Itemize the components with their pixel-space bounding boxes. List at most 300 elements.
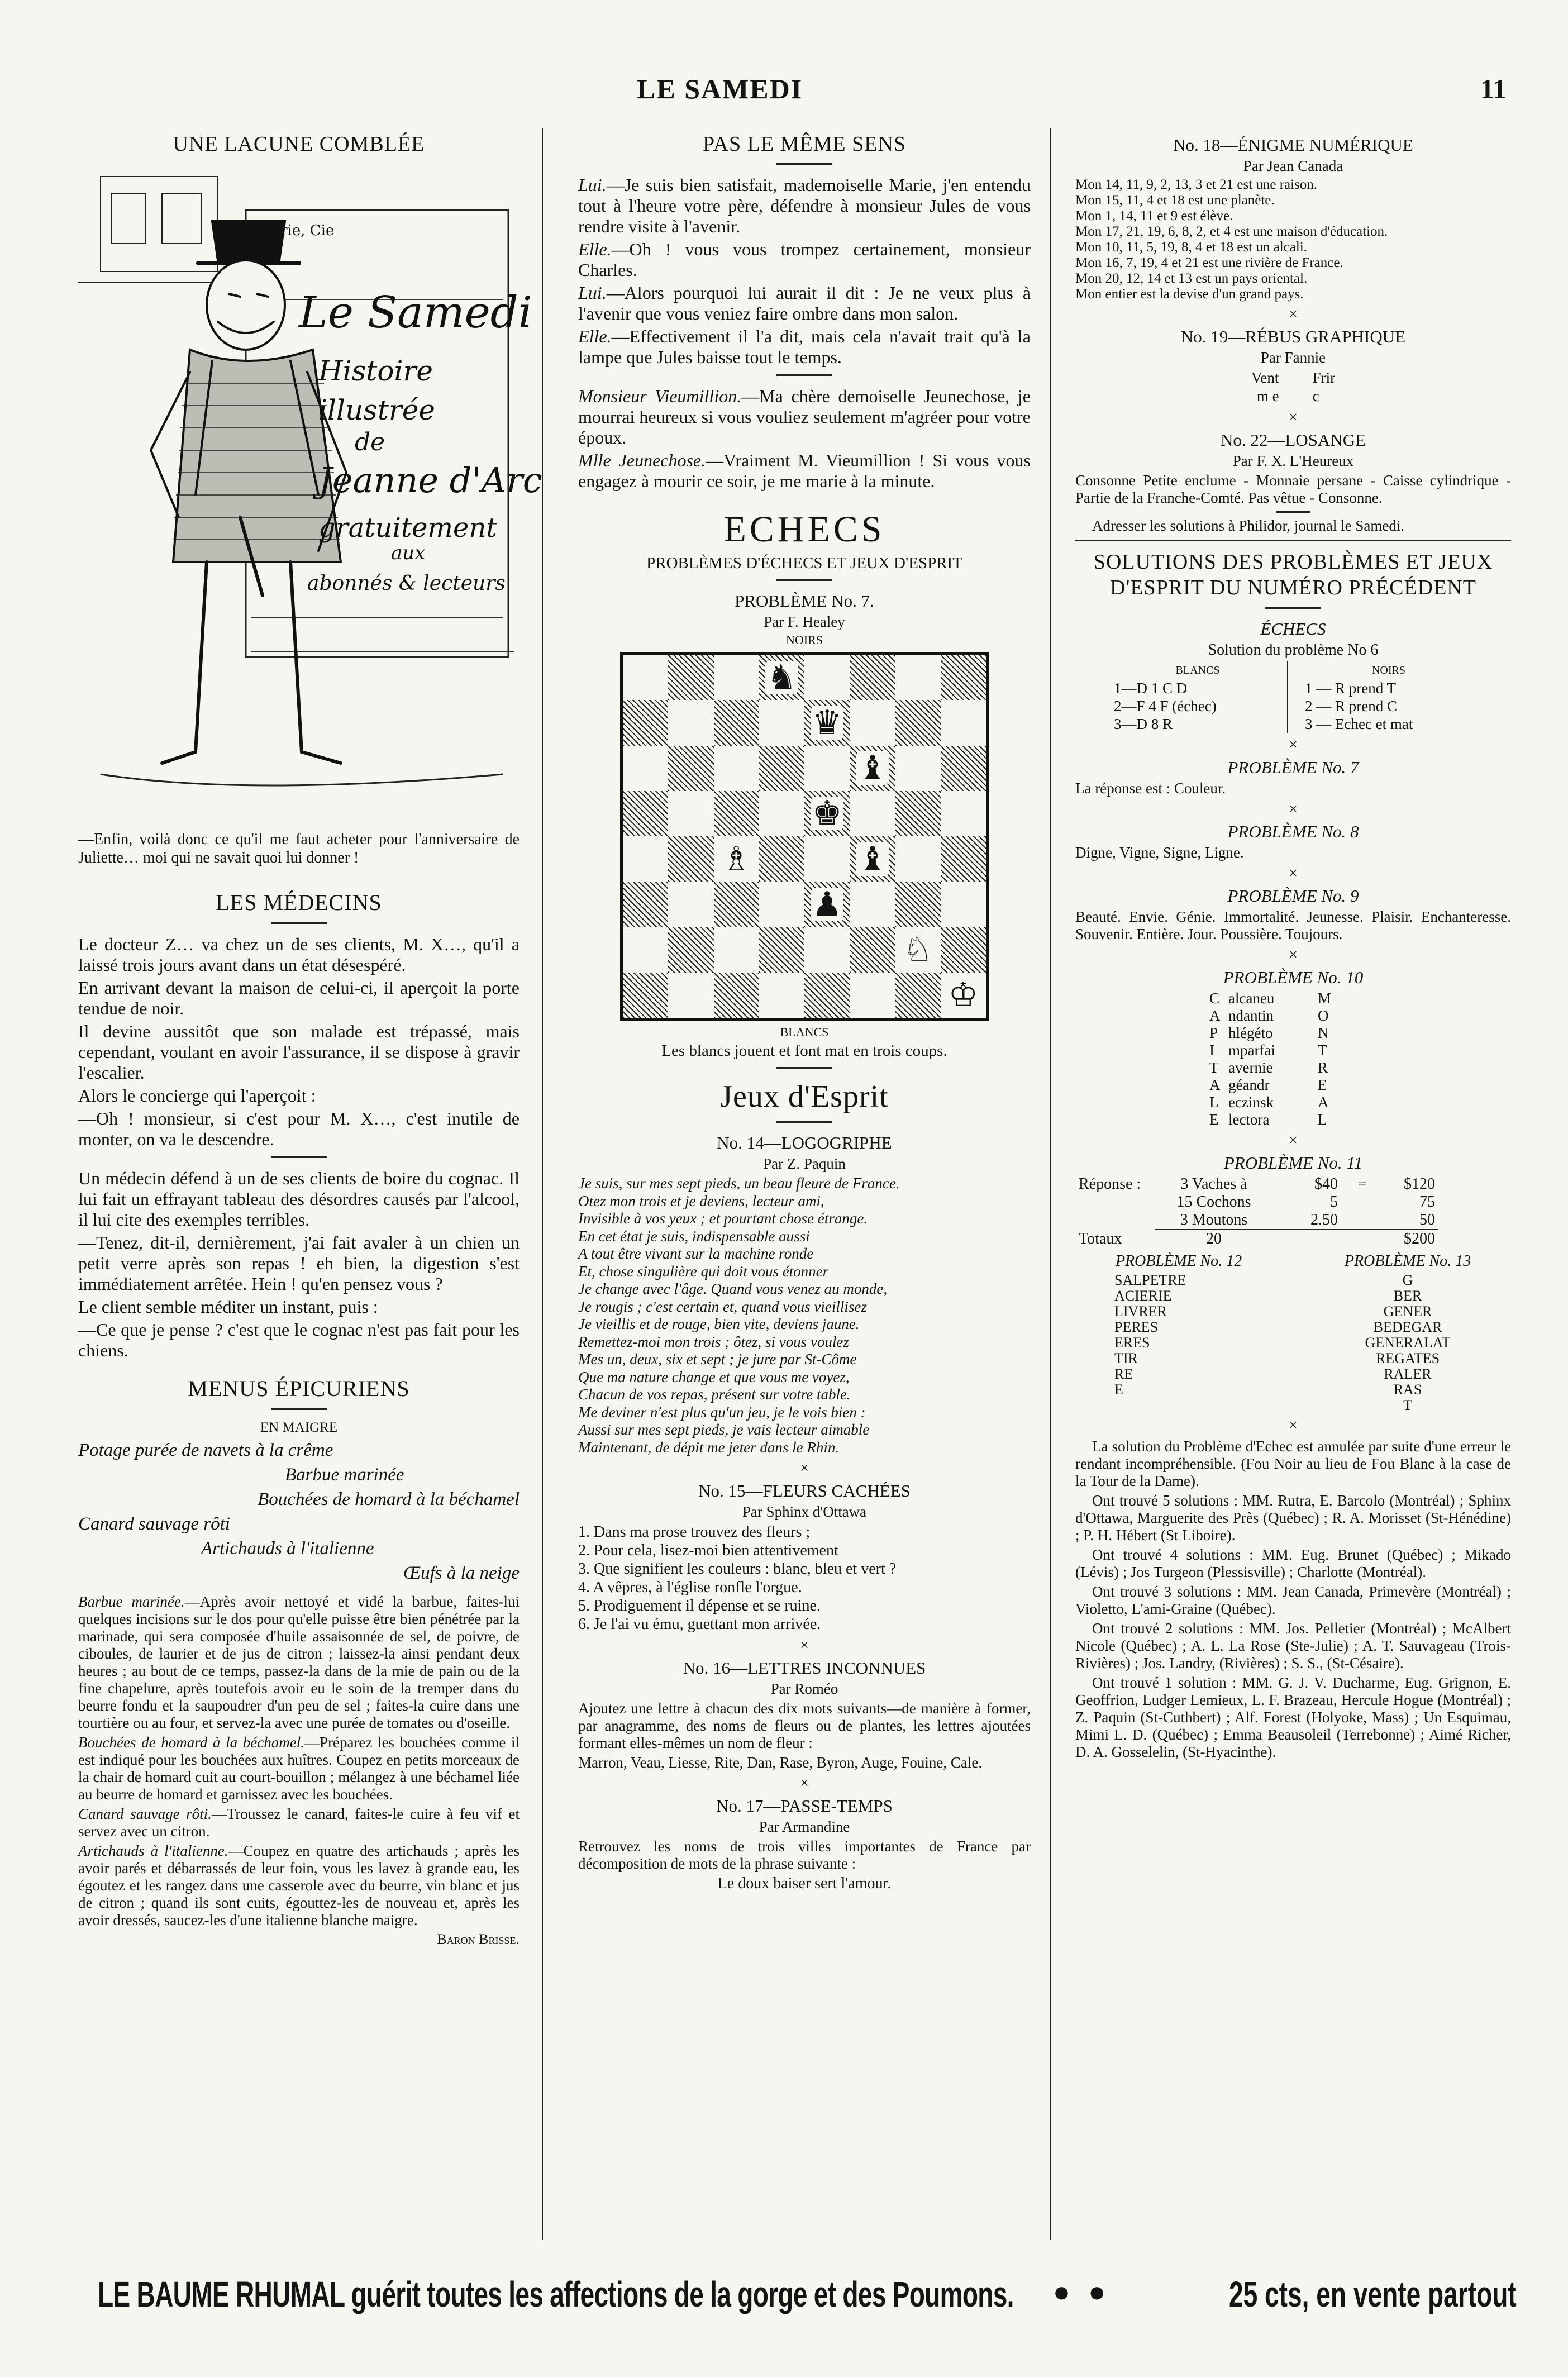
chess-square xyxy=(850,882,895,927)
solvers-paragraph: Ont trouvé 2 solutions : MM. Jos. Pelletier (Montréal) ; McAlbert Nicole (Québec) ; A. L. La Rose (Ste-Julie) ; A. T. Sauvageau (Trois-Rivières) ; Jos. Landry, (Rivières) ; S. S., (St-Césaire). xyxy=(1075,1620,1511,1671)
acrostic-row xyxy=(1209,1042,1511,1059)
cognac-paragraph: —Ce que je pense ? c'est que le cognac n'est pas fait pour les chiens. xyxy=(78,1320,520,1360)
divider xyxy=(776,163,832,165)
p13-word: T xyxy=(1403,1397,1412,1413)
chess-square xyxy=(668,882,713,927)
chess-square xyxy=(759,836,804,882)
chess-square xyxy=(895,973,941,1018)
dialog-text: —Oh ! vous vous trompez certainement, monsieur Charles. xyxy=(578,239,1031,280)
chess-square xyxy=(714,836,759,882)
lacune-title: UNE LACUNE COMBLÉE xyxy=(173,132,425,156)
cartoon-drawing xyxy=(78,160,542,808)
lettres-author: Par Roméo xyxy=(770,1680,838,1697)
acrostic-last: L xyxy=(1318,1111,1327,1128)
medecins-paragraph: —Oh ! monsieur, si c'est pour M. X…, c'est inutile de monter, on va le descendre. xyxy=(78,1108,520,1149)
poster-aux: aux xyxy=(391,542,426,564)
chess-square xyxy=(804,973,850,1018)
acrostic-middle: hlégéto xyxy=(1228,1025,1273,1041)
divider xyxy=(1265,607,1321,609)
sens-title: PAS LE MÊME SENS xyxy=(702,132,907,156)
chess-square xyxy=(623,655,668,700)
enigme-line: Mon 20, 12, 14 et 13 est un pays oriental. xyxy=(1075,271,1308,286)
chess-square xyxy=(804,746,850,791)
p11-cell: $40 xyxy=(1314,1175,1338,1193)
chess-square xyxy=(714,655,759,700)
p10-acrostic xyxy=(1209,990,1511,1128)
divider xyxy=(271,1408,327,1410)
p12-word: SALPETRE xyxy=(1114,1272,1186,1288)
dialog-text: —Ma chère demoiselle Jeunechose, je mourrai heureux si vous vouliez seulement m'agréer pour votre époux. xyxy=(578,386,1031,447)
probleme-author: Par F. Healey xyxy=(764,613,845,630)
acrostic-middle: avernie xyxy=(1228,1059,1273,1076)
speaker: Monsieur Vieumillion. xyxy=(578,386,742,406)
poem-line: Que ma nature change et que vous me voyez, xyxy=(578,1368,850,1385)
acrostic-middle: ndantin xyxy=(1228,1007,1274,1024)
losange-author: Par F. X. L'Heureux xyxy=(1232,452,1354,469)
rebus-author: Par Fannie xyxy=(1260,349,1326,366)
dialog-text: —Alors pourquoi lui aurait il dit : Je ne veux plus à l'avenir que vous veniez faire ombre dans mon salon. xyxy=(578,283,1031,323)
chess-piece: ♝ xyxy=(857,840,888,878)
medecins-paragraph: Il devine aussitôt que son malade est trépassé, mais cependant, voulant en avoir l'assurance, il se dispose à gravir l'escalier. xyxy=(78,1021,520,1083)
solvers-list xyxy=(1075,1492,1511,1761)
chess-piece: ♟ xyxy=(812,885,842,923)
chess-square xyxy=(623,973,668,1018)
enigme-line: Mon 16, 7, 19, 4 et 21 est une rivière de France. xyxy=(1075,255,1343,270)
chess-square xyxy=(623,700,668,745)
menu-item: Barbue marinée xyxy=(285,1465,404,1485)
acrostic-last: A xyxy=(1318,1094,1329,1111)
annul-note: La solution du Problème d'Echec est annulée par suite d'une erreur le rendant incompréhensible. (Fou Noir au lieu de Fou Blanc à la case de la Tour de la Dame). xyxy=(1075,1438,1511,1489)
speaker: Elle. xyxy=(578,239,612,259)
chess-piece: ♗ xyxy=(721,840,752,878)
solvers-paragraph: Ont trouvé 5 solutions : MM. Rutra, E. Barcolo (Montréal) ; Sphinx d'Ottawa, Marguerite des Près (Québec) ; R. A. Morisset (St-Hénédine) ; P. H. Hébert (St Liboire). xyxy=(1075,1492,1511,1544)
chess-piece: ♝ xyxy=(857,750,888,787)
p8-heading: PROBLÈME No. 8 xyxy=(1227,822,1359,841)
chess-square xyxy=(941,973,986,1018)
solutions-title: SOLUTIONS DES PROBLÈMES ET JEUX D'ESPRIT DU NUMÉRO PRÉCÉDENT xyxy=(1093,550,1493,599)
acrostic-row xyxy=(1209,990,1511,1007)
recipe-text: —Après avoir nettoyé et vidé la barbue, faites-lui quelques incisions sur le dos pour qu'elle puisse être bien pénétrée par la marinade, qui sera composée d'huile assaisonnée de sel, de poivre, de ciboules, de laurier et de jus de citron ; laissez-la ainsi pendant deux heures ; au bout de ce temps, passez-la dans de la mie de pain ou de la fine chapelure, après toutefois avoir eu le soin de la tremper dans du beurre fondu et la saupoudrer d'un peu de sel ; faites-la cuire dans une tourtière ou au four, et servez-la avec une purée de tomates ou d'oseille. xyxy=(78,1593,520,1731)
separator-mark: × xyxy=(1289,1417,1298,1434)
cognac-paragraph: —Tenez, dit-il, dernièrement, j'ai fait avaler à un chien un petit verre après son repas ! eh bien, la digestion s'est immédiatement arrêtée. Hein ! qu'en pensez vous ? xyxy=(78,1232,520,1294)
acrostic-last: M xyxy=(1318,990,1332,1007)
chess-piece: ♘ xyxy=(903,931,933,969)
p12-word: ERES xyxy=(1114,1335,1150,1351)
chess-square xyxy=(759,700,804,745)
chess-square xyxy=(804,882,850,927)
losange-title: No. 22—LOSANGE xyxy=(1220,430,1366,450)
p13-word: RALER xyxy=(1384,1366,1432,1382)
acrostic-first: L xyxy=(1209,1094,1219,1111)
chess-square xyxy=(759,746,804,791)
speaker: Mlle Jeunechose. xyxy=(578,450,706,470)
recipe-barbue xyxy=(78,1593,520,1732)
poem-line: Mes un, deux, six et sept ; je jure par St-Côme xyxy=(578,1351,857,1368)
p8-answer: Digne, Vigne, Signe, Ligne. xyxy=(1075,844,1244,861)
p11-total-cell: 20 xyxy=(1155,1230,1273,1248)
separator-mark: × xyxy=(1289,801,1298,818)
p11-total-label: Totaux xyxy=(1079,1230,1122,1247)
page-number: 11 xyxy=(1480,73,1507,104)
white-moves xyxy=(1114,661,1288,733)
p9-heading: PROBLÈME No. 9 xyxy=(1227,886,1359,906)
poem-line: A tout être vivant sur la machine ronde xyxy=(578,1245,814,1262)
dialog-line xyxy=(578,326,1031,368)
poster-samedi: Le Samedi xyxy=(299,288,532,338)
medecins-paragraph: En arrivant devant la maison de celui-ci, il aperçoit la porte tendue de noir. xyxy=(78,978,520,1018)
chess-square xyxy=(941,882,986,927)
chess-piece: ♚ xyxy=(812,795,842,832)
menus-title: MENUS ÉPICURIENS xyxy=(188,1376,410,1401)
dialog-text: —Je suis bien satisfait, mademoiselle Marie, j'en entendu tout à l'heure votre père, défendre à monsieur Jules de vous rendre visite à l'avenir. xyxy=(578,175,1031,236)
logogriphe-title: No. 14—LOGOGRIPHE xyxy=(717,1133,892,1152)
p11-heading: PROBLÈME No. 11 xyxy=(1223,1153,1363,1173)
lacune-caption: —Enfin, voilà donc ce qu'il me faut acheter pour l'anniversaire de Juliette… moi qui ne savait quoi lui donner ! xyxy=(78,831,520,866)
poem-line: Remettez-moi mon trois ; ôtez, si vous voulez xyxy=(578,1333,849,1350)
lettres-words: Marron, Veau, Liesse, Rite, Dan, Rase, Byron, Auge, Fouine, Cale. xyxy=(578,1754,983,1771)
column-middle xyxy=(578,128,1031,1895)
fleurs-item: 6. Je l'ai vu ému, guettant mon arrivée. xyxy=(578,1616,821,1633)
black-moves xyxy=(1305,661,1472,733)
chess-piece: ♛ xyxy=(812,704,842,741)
move: 3—D 8 R xyxy=(1114,716,1173,732)
p13-block xyxy=(1304,1250,1511,1413)
p11-cell: 3 Moutons xyxy=(1180,1211,1248,1228)
fleurs-item: 4. A vêpres, à l'église ronfle l'orgue. xyxy=(578,1579,802,1596)
enigme-lines xyxy=(1075,177,1511,302)
cognac-paragraph: Un médecin défend à un de ses clients de boire du cognac. Il lui fait un effrayant tableau des désordres causés par l'alcool, il lui cite des exemples terribles. xyxy=(78,1168,520,1230)
move: 3 — Echec et mat xyxy=(1305,716,1413,732)
fleurs-author: Par Sphinx d'Ottawa xyxy=(742,1503,867,1520)
passe-title: No. 17—PASSE-TEMPS xyxy=(716,1796,893,1816)
chess-square xyxy=(668,655,713,700)
acrostic-last: R xyxy=(1318,1059,1328,1076)
recipe-text: —Coupez en quatre des artichauds ; après les avoir parés et débarrassés de leur foin, vous les lavez à grande eau, les égoutez et les rangez dans une casserole avec du beurre, vin blanc et jus de citron ; quand ils sont cuits, égouttez-les de nouveau et, après les avoir dressés, saucez-les d'une italienne blanche maigre. xyxy=(78,1842,520,1928)
lettres-text: Ajoutez une lettre à chacun des dix mots suivants—de manière à former, par anagramme, des noms de fleurs ou de plantes, les lettres ajoutées formant elles-mêmes un nom de fleur : xyxy=(578,1700,1031,1751)
acrostic-first: A xyxy=(1209,1007,1221,1024)
cognac-paragraph: Le client semble méditer un instant, puis : xyxy=(78,1297,378,1317)
speaker: Lui. xyxy=(578,175,607,195)
acrostic-row xyxy=(1209,1076,1511,1094)
acrostic-first: T xyxy=(1209,1059,1219,1076)
jeux-title: Jeux d'Esprit xyxy=(720,1079,889,1114)
chess-square xyxy=(850,746,895,791)
move: 2—F 4 F (échec) xyxy=(1114,698,1217,714)
p12-word: ACIERIE xyxy=(1114,1288,1172,1304)
moves-heading: NOIRS xyxy=(1371,664,1405,677)
poem-line: Aussi sur mes sept pieds, je vais lecteur aimable xyxy=(578,1421,870,1438)
chess-square xyxy=(895,836,941,882)
medecins-title: LES MÉDECINS xyxy=(216,890,382,915)
p12-block xyxy=(1075,1250,1282,1413)
fleurs-title: No. 15—FLEURS CACHÉES xyxy=(698,1481,911,1500)
column-divider xyxy=(542,128,543,2240)
chess-square xyxy=(623,882,668,927)
poster-histoire: Histoire xyxy=(318,355,433,387)
acrostic-first: E xyxy=(1209,1111,1219,1128)
echecs-title: ECHECS xyxy=(723,509,885,550)
chess-square xyxy=(895,655,941,700)
chess-square xyxy=(941,836,986,882)
chess-square xyxy=(895,791,941,836)
chess-square xyxy=(623,836,668,882)
chess-square xyxy=(895,746,941,791)
divider xyxy=(1276,511,1310,513)
fleurs-item: 5. Prodiguement il dépense et se ruine. xyxy=(578,1597,821,1614)
p12-words xyxy=(1075,1273,1282,1398)
enigme-line: Mon 17, 21, 19, 6, 8, 2, et 4 est une maison d'éducation. xyxy=(1075,224,1388,239)
recipe-bouchees xyxy=(78,1734,520,1803)
p11-cell xyxy=(1341,1193,1370,1211)
poem-line: Je suis, sur mes sept pieds, un beau fleure de France. xyxy=(578,1175,900,1192)
adresser-note: Adresser les solutions à Philidor, journal le Samedi. xyxy=(1092,517,1405,534)
poem-line: Otez mon trois et je deviens, lecteur ami, xyxy=(578,1192,824,1209)
recipe-canard xyxy=(78,1806,520,1840)
separator-mark: × xyxy=(1289,306,1298,323)
acrostic-row xyxy=(1209,1094,1511,1111)
fleurs-item: 3. Que signifient les couleurs : blanc, bleu et vert ? xyxy=(578,1560,897,1578)
p11-total-cell: $200 xyxy=(1370,1230,1438,1248)
chess-square xyxy=(714,746,759,791)
poem-line: Et, chose singulière qui doit vous étonner xyxy=(578,1263,829,1280)
logogriphe-author: Par Z. Paquin xyxy=(763,1155,846,1172)
medecins-paragraph: Le docteur Z… va chez un de ses clients, M. X…, qu'il a laissé trois jours avant dans un état désespéré. xyxy=(78,934,520,975)
signature: Baron Brisse. xyxy=(437,1931,520,1947)
acrostic-middle: alcaneu xyxy=(1228,990,1275,1007)
enigme-author: Par Jean Canada xyxy=(1243,158,1343,174)
menu-item: Potage purée de navets à la crême xyxy=(78,1440,333,1460)
menu-item: Œufs à la neige xyxy=(403,1563,520,1583)
chess-square xyxy=(941,791,986,836)
dialog-line xyxy=(578,386,1031,448)
separator-mark: × xyxy=(1289,946,1298,964)
losange-text: Consonne Petite enclume - Monnaie persane - Caisse cylindrique - Partie de la Franche-Comté. Pas vêtue - Consonne. xyxy=(1075,472,1511,506)
recipe-label: Barbue marinée. xyxy=(78,1593,185,1610)
chess-square xyxy=(804,927,850,973)
p11-label xyxy=(1075,1211,1155,1230)
dialog-line xyxy=(578,283,1031,324)
chess-square xyxy=(804,655,850,700)
recipe-artichauds xyxy=(78,1842,520,1929)
chess-square xyxy=(623,746,668,791)
column-right xyxy=(1075,128,1511,1763)
poster-gratuitement: gratuitement xyxy=(318,512,497,544)
sol-echecs-heading: ÉCHECS xyxy=(1260,619,1326,639)
p11-cell xyxy=(1341,1211,1370,1230)
enigme-line: Mon 15, 11, 4 et 18 est une planète. xyxy=(1075,193,1275,208)
page-header xyxy=(0,73,1568,117)
poster-de: de xyxy=(355,428,385,456)
poem-line: Me deviner n'est plus qu'un jeu, je le vois bien : xyxy=(578,1403,866,1421)
p11-total-cell xyxy=(1341,1230,1370,1248)
column-left xyxy=(78,128,542,1948)
p11-label: Réponse : xyxy=(1079,1175,1141,1193)
moves-heading: BLANCS xyxy=(1175,664,1220,677)
chess-square xyxy=(714,927,759,973)
passe-author: Par Armandine xyxy=(759,1818,850,1835)
recipe-label: Canard sauvage rôti. xyxy=(78,1806,212,1822)
shop-sign: Marie, Cie xyxy=(257,222,335,239)
acrostic-middle: eczinsk xyxy=(1228,1094,1274,1111)
p13-word: BER xyxy=(1393,1288,1422,1304)
newspaper-title: LE SAMEDI xyxy=(637,73,803,104)
chess-square xyxy=(850,655,895,700)
chess-square xyxy=(941,655,986,700)
dialog-text: —Vraiment M. Vieumillion ! Si vous vous engagez à mourir ce soir, je me marie à la minute. xyxy=(578,450,1031,491)
chess-square xyxy=(714,791,759,836)
speaker: Elle. xyxy=(578,326,612,346)
p11-total-cell xyxy=(1273,1230,1341,1248)
acrostic-first: C xyxy=(1209,990,1220,1007)
p11-row xyxy=(1075,1211,1438,1230)
rebus-word: c xyxy=(1312,388,1319,404)
p12-word: TIR xyxy=(1114,1350,1138,1366)
chess-square xyxy=(714,882,759,927)
chess-square xyxy=(804,700,850,745)
p11-total-row xyxy=(1075,1230,1438,1248)
p12-word: E xyxy=(1114,1382,1123,1398)
separator-mark: × xyxy=(800,1460,809,1477)
speaker: Lui. xyxy=(578,283,607,303)
divider xyxy=(271,1156,327,1158)
divider xyxy=(776,579,832,581)
acrostic-middle: géandr xyxy=(1228,1076,1270,1093)
chess-square xyxy=(759,655,804,700)
chess-square xyxy=(759,882,804,927)
p13-word: RAS xyxy=(1393,1382,1422,1398)
dialog-line xyxy=(578,175,1031,237)
noirs-label: NOIRS xyxy=(785,633,823,647)
p12-word: LIVRER xyxy=(1114,1303,1167,1320)
column-divider xyxy=(1050,128,1051,2240)
acrostic-last: T xyxy=(1318,1042,1327,1059)
dialog-text: —Effectivement il l'a dit, mais cela n'avait trait qu'à la lampe que Jules baisse tout le temps. xyxy=(578,326,1031,367)
poem-line: Je vieillis et de rouge, bien vite, deviens jaune. xyxy=(578,1316,860,1332)
chess-square xyxy=(668,700,713,745)
chess-square xyxy=(941,700,986,745)
separator-mark: × xyxy=(1289,865,1298,882)
chess-square xyxy=(895,927,941,973)
chess-piece: ♞ xyxy=(766,659,797,696)
logogriphe-poem xyxy=(578,1175,1031,1456)
solvers-paragraph: Ont trouvé 1 solution : MM. G. J. V. Ducharme, Eug. Grignon, E. Geoffrion, Ludger Lemieux, L. F. Brazeau, Hercule Hogue (Montréal) ; Z. Paquin (St-Cuthbert) ; Alf. Forest (Holyoke, Mass) ; Un Esquimau, Mimi L. D. (Québec) ; Emma Beausoleil (Terrebonne) ; Aimé Richer, D. A. Gosselelin, (St-Hyacinthe). xyxy=(1075,1674,1511,1760)
footer-advertisement xyxy=(0,2274,1568,2324)
acrostic-first: A xyxy=(1209,1076,1221,1093)
dialog-line xyxy=(578,239,1031,280)
chess-square xyxy=(804,836,850,882)
poem-line: En cet état je suis, indispensable aussi xyxy=(578,1227,810,1245)
chess-square xyxy=(895,882,941,927)
separator-mark: × xyxy=(1289,1132,1298,1149)
chess-square xyxy=(850,973,895,1018)
move: 1—D 1 C D xyxy=(1114,680,1188,697)
separator-mark: × xyxy=(1289,736,1298,754)
recipe-text: —Préparez les bouchées comme il est indiqué pour les bouchées aux huîtres. Coupez en petits morceaux de la chair de homard cuit au court-bouillon ; mélangez à une béchamel liée au beurre de homard et garnissez avec les bouchées. xyxy=(78,1734,520,1803)
dialog-line xyxy=(578,450,1031,492)
rebus-word: Frir xyxy=(1312,369,1336,386)
acrostic-middle: lectora xyxy=(1228,1111,1270,1128)
p11-cell: 15 Cochons xyxy=(1176,1193,1251,1211)
ad-dots: • • xyxy=(1050,2274,1109,2316)
move: 1 — R prend T xyxy=(1305,680,1396,697)
ad-text: LE BAUME RHUMAL guérit toutes les affections de la gorge et des Poumons. xyxy=(98,2274,1014,2314)
medecins-paragraph: Alors le concierge qui l'aperçoit : xyxy=(78,1085,316,1106)
probleme-title: PROBLÈME No. 7. xyxy=(735,591,874,611)
cartoon-illustration xyxy=(78,160,542,808)
acrostic-middle: mparfai xyxy=(1228,1042,1275,1059)
p13-word: G xyxy=(1402,1272,1413,1288)
chess-square xyxy=(623,927,668,973)
menu-item: Bouchées de homard à la béchamel xyxy=(258,1489,520,1509)
p10-heading: PROBLÈME No. 10 xyxy=(1223,968,1364,987)
p11-table xyxy=(1075,1175,1438,1248)
p12-heading: PROBLÈME No. 12 xyxy=(1115,1252,1242,1270)
chess-square xyxy=(850,700,895,745)
divider xyxy=(776,1121,832,1123)
p11-cell: 75 xyxy=(1419,1193,1435,1211)
blancs-label: BLANCS xyxy=(780,1025,829,1039)
poem-line: Chacun de vos repas, présent sur votre table. xyxy=(578,1386,851,1403)
recipe-label: Bouchées de homard à la béchamel. xyxy=(78,1734,304,1751)
fleurs-item: 1. Dans ma prose trouvez des fleurs ; xyxy=(578,1523,811,1541)
poem-line: Je change avec l'âge. Quand vous venez au monde, xyxy=(578,1280,888,1297)
p12-word: PERES xyxy=(1114,1319,1159,1335)
lettres-title: No. 16—LETTRES INCONNUES xyxy=(683,1658,926,1678)
acrostic-last: E xyxy=(1318,1076,1327,1093)
p13-word: GENER xyxy=(1383,1303,1432,1320)
menu-item: Artichauds à l'italienne xyxy=(201,1538,374,1559)
poem-line: Je rougis ; c'est certain et, quand vous vieillisez xyxy=(578,1298,867,1315)
sol-echecs-sub: Solution du problème No 6 xyxy=(1208,641,1379,659)
chess-square xyxy=(668,836,713,882)
poster-abonnes: abonnés & lecteurs xyxy=(307,572,506,595)
chess-square xyxy=(850,836,895,882)
menu-item: Canard sauvage rôti xyxy=(78,1514,230,1534)
chess-board xyxy=(620,652,989,1021)
chess-square xyxy=(759,791,804,836)
chess-square xyxy=(850,927,895,973)
p12-word: RE xyxy=(1114,1366,1133,1382)
chess-piece: ♔ xyxy=(948,976,979,1014)
chess-square xyxy=(759,927,804,973)
p11-cell: $120 xyxy=(1404,1175,1435,1193)
enigme-title: No. 18—ÉNIGME NUMÉRIQUE xyxy=(1173,135,1413,155)
solvers-paragraph: Ont trouvé 4 solutions : MM. Eug. Brunet (Québec) ; Mikado (Lévis) ; Jos Turgeon (Plessisville) ; Charlotte (Montréal). xyxy=(1075,1546,1511,1580)
p7-heading: PROBLÈME No. 7 xyxy=(1227,758,1359,777)
separator-mark: × xyxy=(800,1775,809,1792)
divider xyxy=(776,374,832,376)
fleurs-item: 2. Pour cela, lisez-moi bien attentivement xyxy=(578,1542,838,1559)
acrostic-row xyxy=(1209,1059,1511,1076)
rebus-graphic xyxy=(1075,369,1511,406)
enigme-line: Mon 1, 14, 11 et 9 est élève. xyxy=(1075,208,1233,223)
p11-cell: = xyxy=(1358,1175,1367,1193)
p11-row xyxy=(1075,1175,1438,1193)
chess-square xyxy=(759,973,804,1018)
chess-square xyxy=(714,973,759,1018)
echecs-subtitle: PROBLÈMES D'ÉCHECS ET JEUX D'ESPRIT xyxy=(646,554,962,572)
poem-line: Maintenant, de dépit me jeter dans le Rhin. xyxy=(578,1438,840,1456)
chess-square xyxy=(623,791,668,836)
p11-cell: 2.50 xyxy=(1310,1211,1338,1228)
poem-line: Invisible à vos yeux ; et pourtant chose étrange. xyxy=(578,1210,868,1227)
acrostic-row xyxy=(1209,1025,1511,1042)
chess-square xyxy=(850,791,895,836)
recipe-label: Artichauds à l'italienne. xyxy=(78,1842,228,1859)
section-rule xyxy=(1075,540,1511,541)
rebus-title: No. 19—RÉBUS GRAPHIQUE xyxy=(1180,327,1406,346)
chess-square xyxy=(941,746,986,791)
